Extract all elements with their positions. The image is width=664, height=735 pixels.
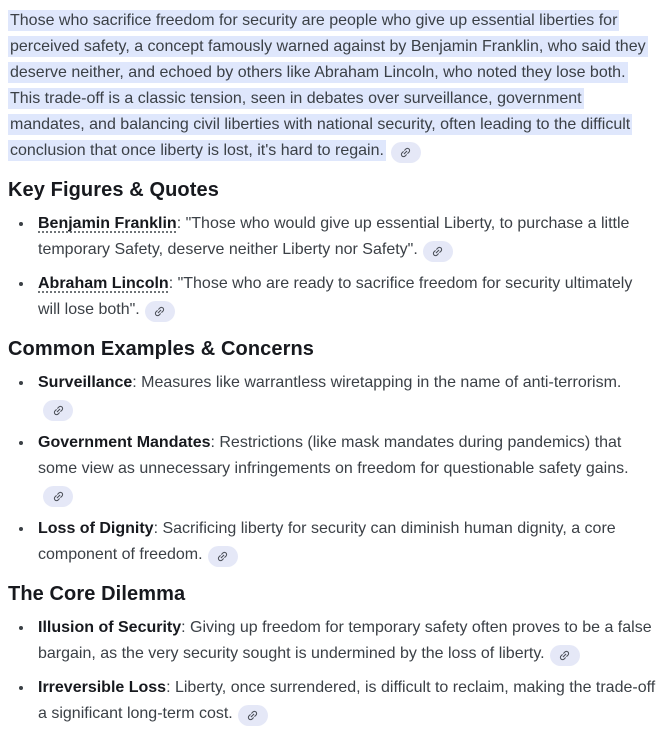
list-item [34,211,656,263]
selected-text: Those who sacrifice freedom for security are people who give up essential liberties for perceived safety, a concept famously warned against by Benjamin Franklin, who said they deserve neither, and echoed by others like Abraham Lincoln, who noted they lose both. This trade-off is a classic tension, seen in debates over surveillance, government mandates, and balancing civil liberties with national security, often leading to the difficult conclusion that once liberty is lost, it's hard to regain. [10,12,646,159]
list-item [34,271,656,323]
sections-container [8,178,656,727]
term-separator: : [210,434,220,451]
term-label: Loss of Dignity [38,520,154,537]
term-separator: : [176,215,186,232]
link-icon [52,490,65,503]
term-label: Illusion of Security [38,619,182,636]
term-separator: : [181,619,191,636]
content-section [8,337,656,568]
link-icon [558,649,571,662]
item-text: "Those who would give up essential Liberty, to purchase a little temporary Safety, deserve neither Liberty nor Safety". [38,215,630,258]
term-label: Surveillance [38,374,133,391]
link-icon [153,305,166,318]
answer-content [8,8,656,727]
citation-chip[interactable] [238,705,268,726]
section-heading: The Core Dilemma [8,583,186,605]
item-text: Giving up freedom for temporary safety often proves to be a false bargain, as the very security sought is undermined by the loss of liberty. [38,619,652,662]
link-icon [246,709,259,722]
bullet-list [8,211,656,323]
list-item [34,516,656,568]
term-separator: : [166,679,175,696]
term-separator: : [168,275,178,292]
link-icon [399,146,412,159]
list-item [34,430,656,508]
term-separator: : [153,520,163,537]
term-label[interactable]: Abraham Lincoln [38,275,169,292]
citation-chip[interactable] [208,546,238,567]
item-text: Restrictions (like mask mandates during pandemics) that some view as unnecessary infringements on freedom for questionable safety gains. [38,434,629,477]
link-icon [216,550,229,563]
term-label: Irreversible Loss [38,679,167,696]
link-icon [52,404,65,417]
item-text: Sacrificing liberty for security can diminish human dignity, a core component of freedom. [38,520,616,563]
section-heading: Key Figures & Quotes [8,179,219,201]
citation-chip[interactable] [145,301,175,322]
link-icon [431,245,444,258]
citation-chip[interactable] [550,645,580,666]
citation-chip[interactable] [43,400,73,421]
intro-paragraph [8,8,656,164]
content-section [8,582,656,727]
item-text: Liberty, once surrendered, is difficult to reclaim, making the trade-off a significant long-term cost. [38,679,656,722]
list-item [34,675,656,727]
term-separator: : [132,374,142,391]
citation-chip[interactable] [391,142,421,163]
list-item [34,370,656,422]
term-label[interactable]: Benjamin Franklin [38,215,177,232]
list-item [34,615,656,667]
item-text: "Those who are ready to sacrifice freedom for security ultimately will lose both". [38,275,633,318]
content-section [8,178,656,323]
citation-chip[interactable] [43,486,73,507]
item-text: Measures like warrantless wiretapping in the name of anti-terrorism. [141,374,622,391]
bullet-list [8,370,656,568]
bullet-list [8,615,656,727]
section-heading: Common Examples & Concerns [8,338,315,360]
citation-chip[interactable] [423,241,453,262]
term-label: Government Mandates [38,434,211,451]
